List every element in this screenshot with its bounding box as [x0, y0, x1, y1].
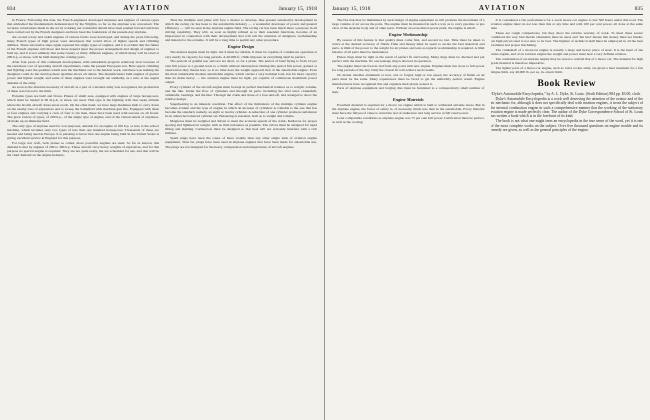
review-paragraph: The book is not what one might term an encyclopedia in the true sense of the word, yet it is one of the most complete works on the subject. Over five thousand questions on engine trouble and its remedy are given, as well as the general principles of the engine.: [490, 119, 643, 132]
right-column-2: [491, 18, 644, 420]
body-paragraph: The periods of gainful use and rest are short, so for a plane. The period of brief flying is from 10 per cent full power at a ground level to a climb without interruption. During this period full power, gained or observation duty means less, so at no time does the weight approach that of the automobile engine. Even the most remarkable modern automobile engine, which carries a very nominal load, has far more capacity than its made heavy — the aviation engine must be light, yet capable of continuous maximum power output.: [165, 59, 317, 84]
body-paragraph: Air-cooled rotary and radial engines of various forms were developed, and during the years following, many French types of high power were developed, that would allow of higher speeds and climbing abilities. These successive steps again repeated the single types of engines, and it is evident that the future of the French airplane will more and more depend upon the proper arrangement and design of engines to hold up, and it is not unlikely that some twenty or thirty different engines, of which many will be rated at 200 h.p. or more, will be built during the coming years.: [7, 34, 159, 60]
left-column-2: [165, 18, 317, 420]
book-review-heading: Book Review: [537, 78, 597, 89]
body-paragraph: The combustion of an airplane engine may be seven to tenfold that of a motor car. The demand for high grade material is therefore imperative.: [490, 56, 643, 65]
body-paragraph: Superheating is an inherent condition. The effect of the limitations of the multiple cylinder engine becomes evident and the type of engine in which an increase of cylinders is valuable is the one that has become the standard, namely, an eight or twelve cylinder. A reduction of one cylinder produces unbalance in an otherwise balanced cylinder set. Balancing is essential, both as to weight and volume.: [165, 101, 317, 119]
section-heading: Engine Design: [227, 44, 255, 50]
review-paragraph: “Dyke's Automobile Encyclopedia,” by A. L. Dyke, St. Louis. (Sixth Edition) 884 pp. $3.00, cloth.: [490, 91, 641, 96]
right-column-1: [332, 18, 485, 420]
left-page-number: 834: [7, 6, 16, 12]
left-page-date: January 15, 1918: [278, 6, 317, 12]
right-running-title: AVIATION: [478, 4, 527, 12]
body-paragraph: Every cylinder of the aircraft engine must be kept in perfect mechanical balance as to weight, volume, and the like. Under the flow of cylinders and through its parts, including the vital steel, crankshaft, camshafts, bearings, and the like. Through the crank and those of a fore-and-aft, and arranged to show the relative design.: [165, 84, 317, 102]
body-paragraph: After four years of this continued development, with remarkable progress relatively slow because of the enormous cost of operating aircraft experiments, came the present European war. Here speed, climbing and fighting were the qualities which sent the machines out to the hardest work, and there was nothing the designers could do but develop these qualities above all others. The manufacturers built engines of greater power and lighter weight, and some of these engines were brought out suddenly, as a rule, at the urgent demand of the army.: [7, 60, 159, 85]
body-paragraph: The engine must run forever and from any point with new engine. Engines must run close to full power for long periods of the day. Only the closest fit will achieve such results.: [332, 64, 485, 73]
body-paragraph: As soon as the absolute necessity of aircraft as a part of a modern army was recognized, the production of these was forced to the limit.: [7, 85, 159, 94]
body-paragraph: These are rough comparisons, but they show the relative severity of work. To meet these severe conditions the very best metals obtainable must be used, and ‘the best’ means that money must not hinder, but high priced steel is not sure to be best. The highest of technical skill must be employed in all the heat treatment and proper machining.: [490, 30, 643, 47]
review-paragraph: Dyke's Automobile Encyclopedia is a work well deserving the attention of the aviator and of the air mechanic for, although it does not specifically deal with aviation engines, it treats the subject of the internal combustion engine in such a comprehensive manner that the working of the stationary aviation engine is made perfectly clear. The author of the Dyke Correspondence School of St. Louis has written a book which is in the forefront of its kind.: [490, 97, 643, 119]
right-page-date: January 15, 1918: [332, 6, 371, 12]
body-paragraph: For large war craft, both planes so called, more powerful engines are used. So far as known, this demand is met by engines of 200 to 300 h.p. These aircraft carry heavy weights of explosives, and for this purpose no special engine is required. They are not quite ready, but are scheduled for use, and that will be the chief demand on the engine industry.: [7, 141, 159, 158]
left-page-columns: [7, 18, 317, 420]
body-paragraph: Magnetos must be weighed and driven to meet the accurate speeds of the crank. Radiators for proper spacing and lightness in weight, with as little resistance as possible. The valves must be designed for rapid lifting and shutting. Carburetors must be designed so that heat will not seriously interfere with a rich mixture.: [165, 119, 317, 136]
left-page-header: [7, 4, 317, 15]
body-paragraph: The only type of airplane used for war purposes, suitable for an engine of 100 h.p. or less, is the school machine, which includes only two types of less than one hundred horsepower. Thousands of these are needed and being used in Europe. It is pleasing to know that one engine being built in the United States is giving excellent service in England for this purpose.: [7, 123, 159, 141]
right-page-header: [332, 4, 643, 15]
right-page-number: 835: [634, 6, 643, 12]
body-paragraph: The crankshaft of a motorcar engine is usually a large and heavy piece of steel. It is the heart of the entire engine, and of an aviation engine the weight and power must bear a very definite relation.: [490, 47, 643, 56]
body-paragraph: Spark plugs have been the cause of more trouble than any other single item of aviation engine equipment. Thus far, plugs have been used in airplane engines that have been made for automobile use. The plugs are not designed for the heavy compression and temperatures of aircraft engines.: [165, 136, 317, 149]
left-column-1: [7, 18, 159, 420]
body-paragraph: It is considered a fair performance for a stock motor-car engine to last 500 hours under this load. The aviation engine must do not less than this at any time and with 100 per cent power, all done at the same time.: [490, 17, 643, 30]
right-page: [325, 0, 650, 420]
body-paragraph: Excellent material is required for a motor car engine which is built to withstand extreme stress. But in the airplane engine, the factor of safety is, of necessity, much less than in the automobile. Every material must have the full proof value to stand the test of endurance and long service at full rated power.: [332, 102, 485, 116]
body-paragraph: By reason of this feature is that quality must come first, and second no last. Time must be taken to arrive at the desired accuracy of finish. Time and money must be spent to secure the best materials and parts. A limit of the power to the weight for air planes and tests as regards workmanship is required. A limit balance of all parts must be maintained.: [332, 38, 485, 55]
body-paragraph: The desired engine must be light, but it must be reliable. It must be capable of continuous operation at very nearly its capacity for long periods. A 20,000-ft. climb imposes on everything shall be perfect.: [165, 50, 317, 59]
left-running-title: AVIATION: [123, 4, 171, 12]
body-paragraph: The lighter parts of a motor-car engine, such as valve rocker arms, are given a heat treatment for a fair fatigue limit, say 40,000 lb. per sq. in. elastic limit.: [490, 65, 643, 74]
body-paragraph: No matter whether aluminum or iron, cast or forged, high or low speed, the accuracy of finish on all parts must be the same. Many experiences must be faced to get the uniformly perfect result. Engine manufacturers have recognized this and organize their plants around it.: [332, 73, 485, 86]
body-paragraph: Extreme types are built and flown. Planes of small area, equipped with engines of large horsepower, which must be landed at 90 m.p.h. or more, are used. This type is the fighting craft that seeks altitude where the hostile aircraft dares never reach. On the other hand, we have large machines built to carry down on the enemy tons of explosives and to sweep the battlefield with machine-gun fire. Equipped with three or four engines and carrying a crew of four to six men, these have been used with success on all fronts. The great variety of types, of 200 h.p., of the single type of engine, and of the various kinds of airplanes, all make up an immense field.: [7, 94, 159, 123]
section-heading: Engine Materials: [392, 96, 424, 102]
section-heading: Engine Workmanship: [388, 31, 428, 37]
body-paragraph: Later comparable conditions as airplane engine was 75 per cent full power. Lubrication must be perfect, as well as the cooling.: [332, 116, 485, 125]
body-paragraph: Piston rings must be tight as the result of perfect fit and boring. Many rings must be checked and put perfect with the machine. No one leakage ring is allowed in operation.: [332, 55, 485, 64]
body-paragraph: Thus the multiple unit plane will face a chance to develop. One present automotive development in which the racing car has been to the automobile industry — a wonderful developer of power and general efficiency — will be seen in the airplane engine field. The racing car has been much more a purpose in all driving capability. They will, as soon as highly refined as to their essential functions, become of an importance in connection with their development that will call the attention of designers, workmanship and material to the extreme. It will be a long time to permit any other procedure.: [165, 17, 317, 42]
right-page-columns: [332, 18, 643, 420]
body-paragraph: Parts of airplane equipment and forging dies must be furnished to a comparatively small number of men.: [332, 86, 485, 95]
book-review: [491, 92, 644, 132]
body-paragraph: in France. Following this date, the French engineers developed airplanes and engines of various types that embodied the fundamentals demonstrated by the Wrights, so far as the airplane was concerned. The accurate calculations made in the art by working out wonderful details have been pushed forward and have been carried out by the French designers and have been the foundation of the present-day airplane.: [7, 17, 159, 34]
body-paragraph: The fire risk may be minimized by such design of engine equipment as will promote the movement of a large volume of air across the parts. The engine must be mounted in such a way as to carry gasoline or gas clear of the airplane body and of other parts. Without an economical power plant, the engine is small.: [332, 17, 485, 30]
